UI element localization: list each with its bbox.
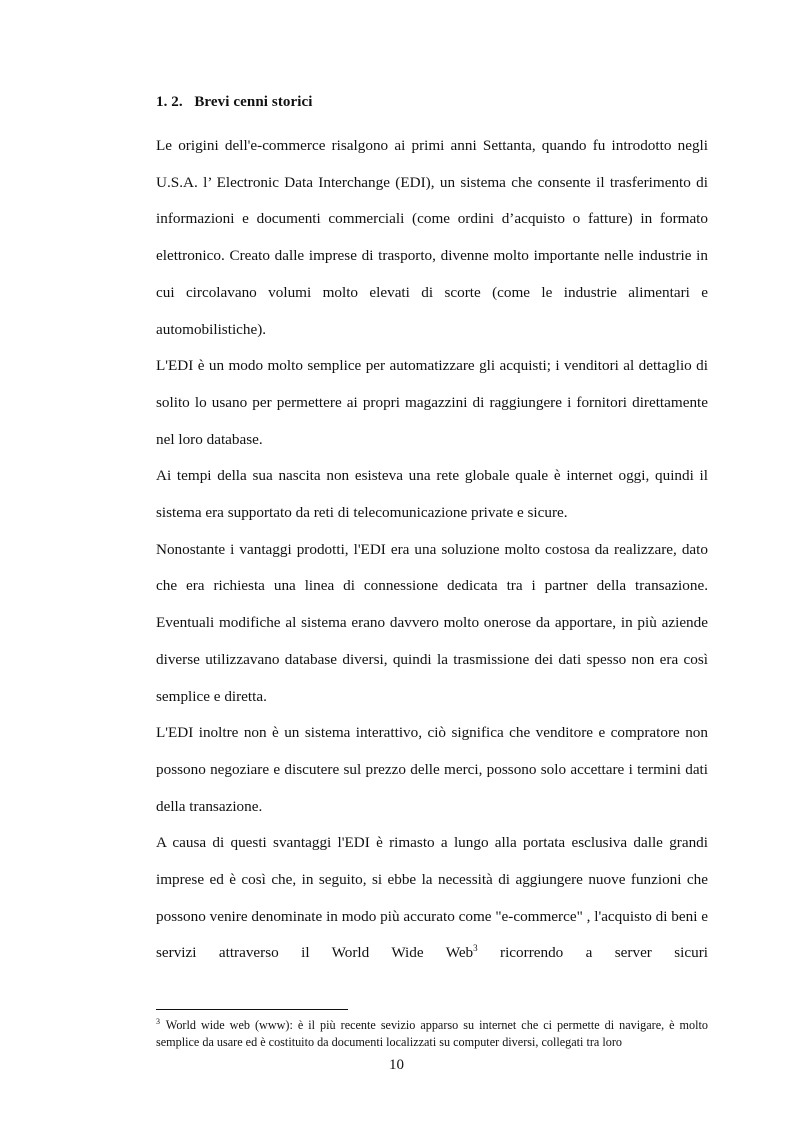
paragraph: Le origini dell'e-commerce risalgono ai primi anni Settanta, quando fu introdotto negli U.S.A. l’ Electronic Data Interchange (EDI), un sistema che consente il trasferimento di informazioni e documenti commerciali (come ordini d’acquisto o fatture) in formato elettronico. Creato dalle imprese di trasporto, divenne molto importante nelle industrie in cui circolavano volumi molto elevati di scorte (come le industrie alimentari e automobilistiche). [156,137,708,338]
paragraph: Ai tempi della sua nascita non esisteva una rete globale quale è internet oggi, quindi il sistema era supportato da reti di telecomunicazione private e sicure. [156,467,708,522]
footnote-reference[interactable]: 3 [473,943,478,954]
footnote [156,1017,708,1051]
section-heading [156,94,313,111]
paragraph: Nonostante i vantaggi prodotti, l'EDI era una soluzione molto costosa da realizzare, dato che era richiesta una linea di connessione dedicata tra i partner della transazione. Eventuali modifiche al sistema erano davvero molto onerose da apportare, in più aziende diverse utilizzavano database diversi, quindi la trasmissione dei dati spesso non era così semplice e diretta. [156,540,708,705]
paragraph-text: A causa di questi svantaggi l'EDI è rimasto a lungo alla portata esclusiva dalle grandi imprese ed è così che, in seguito, si ebbe la necessità di aggiungere nuove funzioni che possono venire denominate in modo più accurato come "e-commerce" , l'acquisto di beni e servizi attraverso il World Wide Web [156,834,708,962]
body-text [156,128,708,972]
paragraph-text-tail: ricorrendo a server sicuri [477,944,708,962]
footnote-text: World wide web (www): è il più recente sevizio apparso su internet che ci permette di navigare, è molto semplice da usare ed è costituito da documenti localizzati su computer diversi, collegati tra loro [156,1018,709,1049]
page-number: 10 [389,1057,404,1073]
paragraph: L'EDI inoltre non è un sistema interattivo, ciò significa che venditore e compratore non possono negoziare e discutere sul prezzo delle merci, possono solo accettare i termini dati della transazione. [156,724,708,815]
section-title: Brevi cenni storici [194,94,313,110]
section-number: 1. 2. [156,94,183,110]
paragraph-last [156,825,708,972]
footnote-number: 3 [156,1016,160,1026]
paragraph: L'EDI è un modo molto semplice per automatizzare gli acquisti; i venditori al dettaglio di solito lo usano per permettere ai propri magazzini di raggiungere i fornitori direttamente nel loro database. [156,357,708,448]
footnote-separator [156,1009,348,1010]
